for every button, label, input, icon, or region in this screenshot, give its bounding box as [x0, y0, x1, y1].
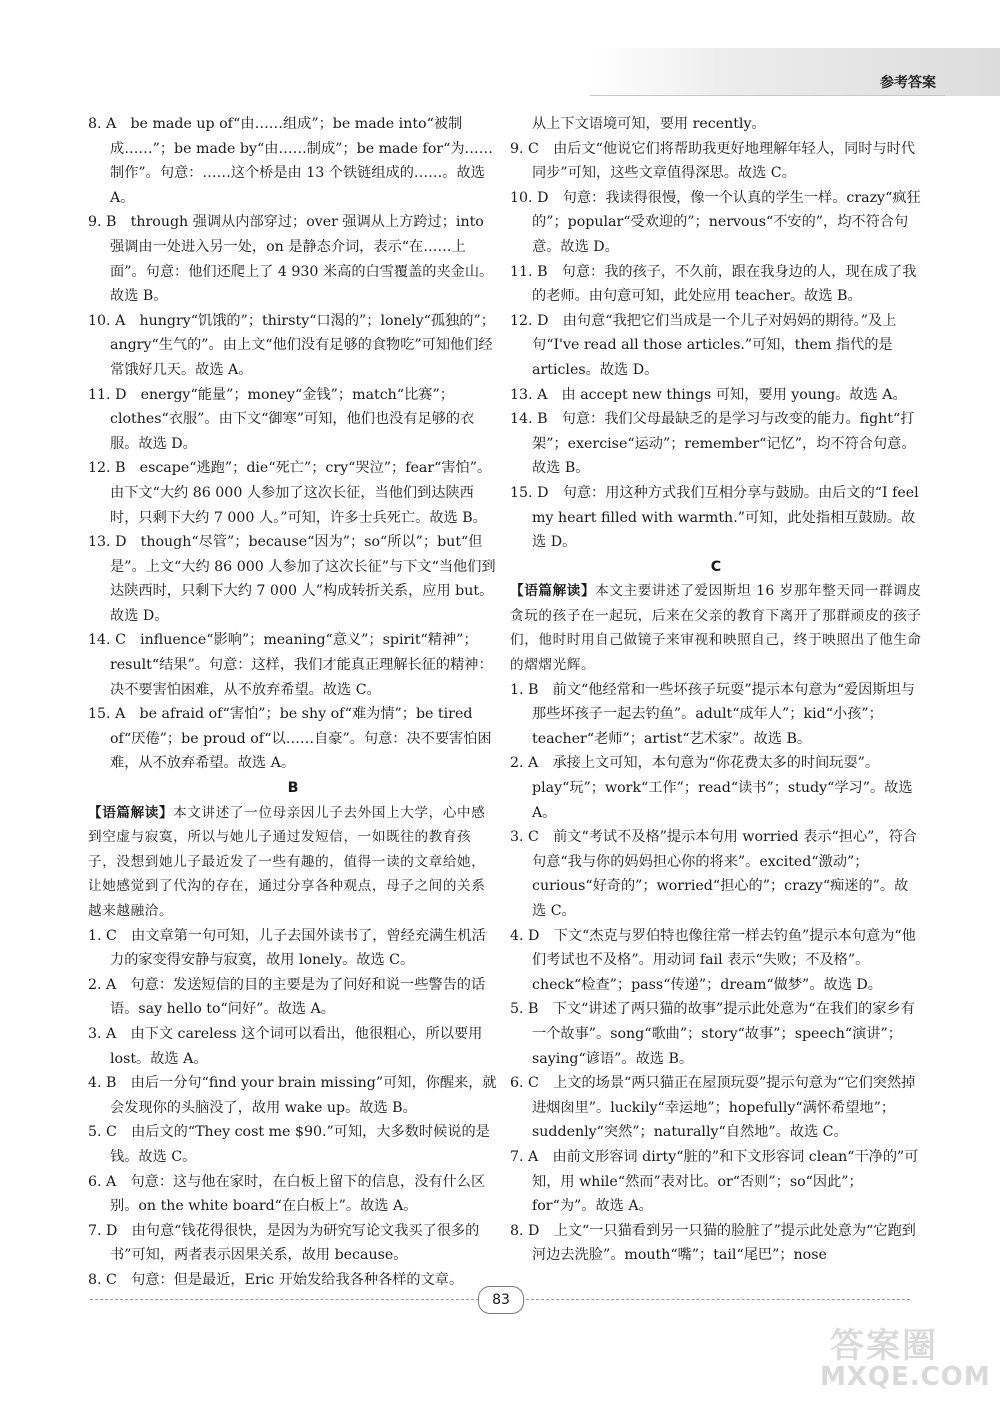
answer-explanation: 1. C 由文章第一句可知，儿子去国外读书了，曾经充满生机活力的家变得安静与寂寞，故用 lonely。故选 C。: [88, 927, 486, 969]
answer-explanation: 3. A 由下文 careless 这个词可以看出，他很粗心，所以要用 lost。故选 A。: [88, 1025, 483, 1067]
answer-explanation: 1. B 前文“他经常和一些坏孩子玩耍”提示本句意为“爱因斯坦与那些坏孩子一起去钓鱼”。adult“成年人”；kid“小孩”；teacher“老师”；artist“艺术家”。故选 B。: [510, 681, 915, 747]
passage-summary: [510, 579, 922, 677]
answer-explanation: 4. D 下文“杰克与罗伯特也像往常一样去钓鱼”提示本句意为“他们考试也不及格”。用动词 fail 表示“失败；不及格”。check“检查”；pass“传递”；dream“做梦”。故选 D。: [510, 927, 916, 993]
answer-explanation: 5. C 由后文的“They cost me $90.”可知，大多数时候说的是钱。故选 C。: [88, 1124, 490, 1165]
section-heading: C: [710, 558, 722, 575]
header-rule: [590, 95, 945, 96]
answer-explanation: 15. A be afraid of“害怕”；be shy of“难为情”；be tired of“厌倦”；be proud of“以……自豪”。句意：决不要害怕困难，从不放弃希望。故选 A。: [88, 706, 492, 772]
watermark: [820, 1318, 995, 1398]
watermark-url: MXQE.COM: [820, 1362, 991, 1392]
passage-tag: 【语篇解读】: [510, 583, 596, 600]
right-column: [510, 112, 922, 1268]
answer-explanation: 4. B 由后一分句“find your brain missing”可知，你醒来，就会发现你的头脑没了，故用 wake up。故选 B。: [88, 1075, 497, 1116]
answer-explanation: 8. A be made up of“由……组成”；be made into“被制成……”；be made by“由……制成”；be made for“为……制作”。句意：……这个桥是由 13 个铁链组成的……。故选 A。: [88, 116, 493, 206]
answer-explanation: 15. D 句意：用这种方式我们互相分享与鼓励。由后文的“I feel my heart filled with warmth.”可知，此处指相互鼓励。故选 D。: [510, 484, 919, 551]
left-column: [88, 112, 498, 1293]
answer-explanation: 6. A 句意：这与他在家时，在白板上留下的信息，没有什么区别。on the white board“在白板上”。故选 A。: [88, 1173, 486, 1215]
answer-explanation: 14. B 句意：我们父母最缺乏的是学习与改变的能力。fight“打架”；exercise“运动”；remember“记忆”，均不符合句意。故选 B。: [510, 411, 916, 477]
answer-explanation: 2. A 句意：发送短信的目的主要是为了问好和说一些警告的话语。say hello to“问好”。故选 A。: [88, 976, 486, 1018]
watermark-logo-text: 答案圈: [830, 1326, 938, 1366]
answer-explanation: 13. A 由 accept new things 可知，要用 young。故选 A。: [510, 386, 907, 403]
answer-explanation: 12. B escape“逃跑”；die“死亡”；cry“哭泣”；fear“害怕”。由下文“大约 86 000 人参加了这次长征，当他们到达陕西时，只剩下大约 7 000 人。”可知，许多士兵死亡。故选 B。: [88, 460, 492, 526]
answer-explanation: 13. D though“尽管”；because“因为”；so“所以”；but“但是”。上文“大约 86 000 人参加了这次长征”与下文“当他们到达陕西时，只剩下大约 7 000 人”构成转折关系，应用 but。故选 D。: [88, 534, 496, 624]
answer-explanation: 9. C 由后文“他说它们将帮助我更好地理解年轻人，同时与时代同步”可知，这些文章值得深思。故选 C。: [510, 140, 916, 182]
answer-explanation: 14. C influence“影响”；meaning“意义”；spirit“精神”；result“结果”。句意：这样，我们才能真正理解长征的精神：决不要害怕困难，从不放弃希望。故选 C。: [88, 632, 493, 698]
answer-explanation: 9. B through 强调从内部穿过；over 强调从上方跨过；into 强调由一处进入另一处，on 是静态介词，表示“在……上面”。句意：他们还爬上了 4 930 米高的白雪覆盖的夹金山。故选 B。: [88, 214, 494, 305]
passage-summary: [88, 801, 498, 924]
answer-explanation: 10. D 句意：我读得很慢，像一个认真的学生一样。crazy“疯狂的”；popular“受欢迎的”；nervous“不安的”，均不符合句意。故选 D。: [510, 189, 921, 255]
passage-text: 本文主要讲述了爱因斯坦 16 岁那年整天同一群调皮贪玩的孩子在一起玩，后来在父亲的教育下离开了那群顽皮的孩子们，他时时用自己做镜子来审视和映照自己，终于映照出了他生命的熠熠光辉。: [510, 583, 922, 674]
page-section-title: 参考答案: [880, 75, 936, 91]
answer-explanation: 5. B 下文“讲述了两只猫的故事”提示此处意为“在我们的家乡有一个故事”。song“歌曲”；story“故事”；speech“演讲”；saying“谚语”。故选 B。: [510, 1001, 915, 1067]
answer-explanation: 6. C 上文的场景“两只猫正在屋顶玩耍”提示句意为“它们突然掉进烟囱里”。luckily“幸运地”；hopefully“满怀希望地”；suddenly“突然”；naturally“自然地”。故选 C。: [510, 1075, 916, 1141]
answer-explanation: 3. C 前文“考试不及格”提示本句用 worried 表示“担心”，符合句意“我与你的妈妈担心你的将来”。excited“激动”；curious“好奇的”；worried“担心的”；crazy“痴迷的”。故选 C。: [510, 829, 917, 919]
passage-tag: 【语篇解读】: [88, 804, 174, 821]
answer-explanation: 7. D 由句意“钱花得很快，是因为为研究写论文我买了很多的书”可知，两者表示因果关系，故用 because。: [88, 1222, 480, 1264]
answer-explanation: 从上下文语境可知，要用 recently。: [532, 116, 766, 132]
answer-explanation: 8. C 句意：但是最近，Eric 开始发给我各种各样的文章。: [88, 1271, 464, 1288]
header-decoration: [590, 48, 1000, 96]
answer-explanation: 12. D 由句意“我把它们当成是一个儿子对妈妈的期待。”及上句“I've read all those articles.”可知，them 指代的是 articles。故选 D。: [510, 312, 897, 378]
section-heading: B: [287, 780, 299, 797]
answer-explanation: 7. A 由前文形容词 dirty“脏的”和下文形容词 clean“干净的”可知，用 while“然而”表对比。or“否则”；so“因此”；for“为”。故选 A。: [510, 1148, 919, 1215]
answer-explanation: 2. A 承接上文可知，本句意为“你花费太多的时间玩耍”。play“玩”；work“工作”；read“读书”；study“学习”。故选 A。: [510, 755, 913, 821]
answer-explanation: 11. D energy“能量”；money“金钱”；match“比赛”；clothes“衣服”。由下文“御寒”可知，他们也没有足够的衣服。故选 D。: [88, 386, 475, 452]
answer-explanation: 8. D 上文“一只猫看到另一只猫的脸脏了”提示此处意为“它跑到河边去洗脸”。mouth“嘴”；tail“尾巴”；nose: [510, 1222, 916, 1264]
passage-text: 本文讲述了一位母亲因儿子去外国上大学，心中感到空虚与寂寞，所以与她儿子通过发短信，一如既往的教育孩子，没想到她儿子最近发了一些有趣的，值得一读的文章给她，让她感觉到了代沟的存在，通过分享各种观点，母子之间的关系越来越融洽。: [88, 804, 486, 919]
answer-explanation: 11. B 句意：我的孩子，不久前，跟在我身边的人，现在成了我的老师。由句意可知，此处应用 teacher。故选 B。: [510, 263, 917, 305]
page-number: 83: [478, 1286, 524, 1314]
answer-explanation: 10. A hungry“饥饿的”；thirsty“口渴的”；lonely“孤独的”；angry“生气的”。由上文“他们没有足够的食物吃”可知他们经常饿好几天。故选 A。: [88, 312, 495, 378]
